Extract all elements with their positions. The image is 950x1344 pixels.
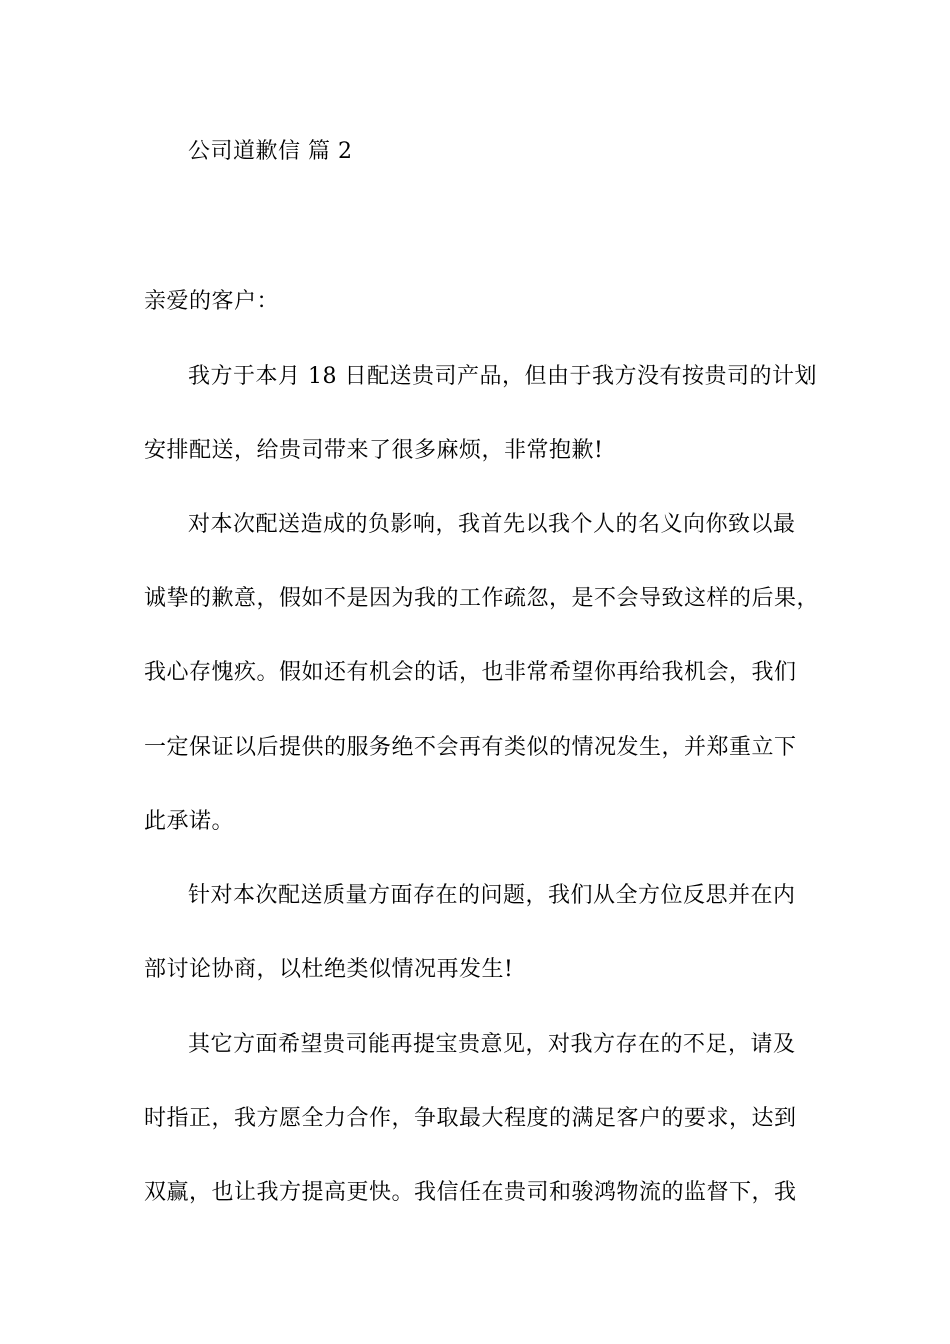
paragraph-line: 安排配送，给贵司带来了很多麻烦，非常抱歉!	[144, 438, 604, 463]
paragraph-line: 双赢，也让我方提高更快。我信任在贵司和骏鸿物流的监督下，我	[144, 1180, 797, 1205]
paragraph-line: 我方于本月 18 日配送贵司产品，但由于我方没有按贵司的计划	[188, 364, 817, 389]
paragraph-line: 其它方面希望贵司能再提宝贵意见，对我方存在的不足，请及	[188, 1032, 796, 1057]
paragraph-line: 部讨论协商，以杜绝类似情况再发生!	[144, 957, 514, 982]
paragraph-line: 一定保证以后提供的服务绝不会再有类似的情况发生，并郑重立下	[144, 735, 797, 760]
paragraph-line: 我心存愧疚。假如还有机会的话，也非常希望你再给我机会，我们	[144, 660, 797, 685]
paragraph-line: 时指正，我方愿全力合作，争取最大程度的满足客户的要求，达到	[144, 1106, 797, 1131]
paragraph-line: 此承诺。	[144, 809, 235, 834]
paragraph-line: 针对本次配送质量方面存在的问题，我们从全方位反思并在内	[188, 883, 796, 908]
document-title: 公司道歉信 篇 2	[188, 139, 353, 164]
paragraph-line: 诚挚的歉意，假如不是因为我的工作疏忽，是不会导致这样的后果，	[144, 586, 820, 611]
paragraph-line: 对本次配送造成的负影响，我首先以我个人的名义向你致以最	[188, 512, 796, 537]
salutation: 亲爱的客户：	[144, 289, 280, 314]
